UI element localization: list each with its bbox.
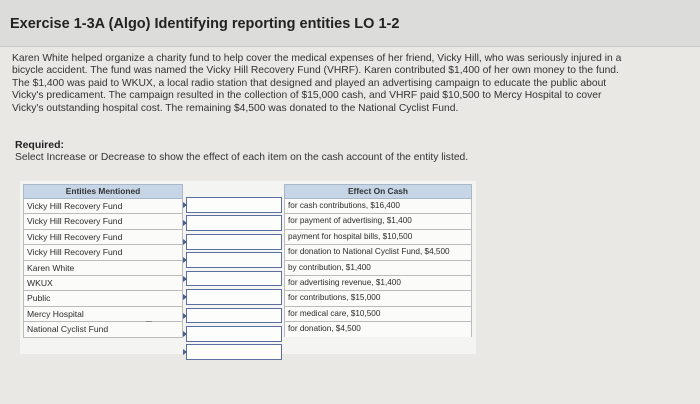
increase-decrease-select[interactable] (186, 271, 282, 287)
dropdown-arrow-icon (183, 239, 187, 245)
entity-cell: Public (23, 291, 183, 306)
effect-cell: for advertising revenue, $1,400 (284, 276, 472, 291)
increase-decrease-select[interactable] (186, 289, 282, 305)
effect-cell: for donation, $4,500 (284, 322, 472, 336)
effect-cell: for payment of advertising, $1,400 (284, 214, 472, 229)
dropdown-arrow-icon (183, 331, 187, 337)
increase-decrease-select[interactable] (186, 252, 282, 268)
increase-decrease-select[interactable] (186, 344, 282, 360)
increase-decrease-select[interactable] (186, 197, 282, 213)
increase-decrease-column (186, 184, 282, 363)
divider (146, 321, 152, 322)
effect-cell: for medical care, $10,500 (284, 307, 472, 322)
problem-line: Karen White helped organize a charity fund to help cover the medical expenses of her friend, Vicky Hill, who was seriously injured in a (12, 53, 622, 64)
entities-header: Entities Mentioned (23, 184, 183, 199)
problem-line: Vicky's predicament. The campaign resulted in the collection of $15,000 cash, and VHRF paid $10,500 to Mercy Hospital to cover (12, 90, 602, 102)
dropdown-arrow-icon (183, 220, 187, 226)
entity-cell: Vicky Hill Recovery Fund (23, 245, 183, 260)
effect-cell: for donation to National Cyclist Fund, $4,500 (284, 245, 472, 260)
entities-column (23, 184, 183, 338)
entity-cell: Vicky Hill Recovery Fund (23, 230, 183, 245)
entity-cell: Mercy Hospital (23, 307, 183, 322)
required-instruction: Select Increase or Decrease to show the effect of each item on the cash account of the entity listed. (15, 152, 469, 163)
answer-table (20, 181, 476, 354)
increase-decrease-select[interactable] (186, 215, 282, 231)
entity-cell: Vicky Hill Recovery Fund (23, 214, 183, 229)
problem-line: Vicky's outstanding hospital cost. The remaining $4,500 was donated to the National Cyclist Fund. (12, 102, 459, 114)
effect-cell: by contribution, $1,400 (284, 261, 472, 276)
dropdown-arrow-icon (183, 349, 187, 355)
dropdown-arrow-icon (183, 257, 187, 263)
effect-cell: for cash contributions, $16,400 (284, 199, 472, 214)
exercise-title: Exercise 1-3A (Algo) Identifying reporting entities LO 1-2 (10, 16, 400, 32)
increase-decrease-select[interactable] (186, 308, 282, 324)
increase-decrease-select[interactable] (186, 234, 282, 250)
problem-text (12, 53, 696, 115)
entity-cell: Karen White (23, 261, 183, 276)
effect-column (284, 184, 472, 337)
effect-header: Effect On Cash (284, 184, 472, 199)
dropdown-arrow-icon (183, 313, 187, 319)
problem-line: The $1,400 was paid to WKUX, a local radio station that designed and played an advertising campaign to educate the public about (12, 77, 607, 89)
entity-cell: Vicky Hill Recovery Fund (23, 199, 183, 214)
entity-cell: WKUX (23, 276, 183, 291)
problem-line: bicycle accident. The fund was named the Vicky Hill Recovery Fund (VHRF). Karen contributed $1,400 of her own money to the fund. (12, 65, 619, 77)
effect-cell: payment for hospital bills, $10,500 (284, 230, 472, 245)
dropdown-arrow-icon (183, 276, 187, 282)
effect-cell: for contributions, $15,000 (284, 291, 472, 306)
dropdown-arrow-icon (183, 294, 187, 300)
increase-decrease-select[interactable] (186, 326, 282, 342)
entity-cell: National Cyclist Fund (23, 322, 183, 337)
exercise-header (0, 0, 700, 47)
dropdown-arrow-icon (183, 202, 187, 208)
required-heading: Required: (15, 139, 65, 151)
